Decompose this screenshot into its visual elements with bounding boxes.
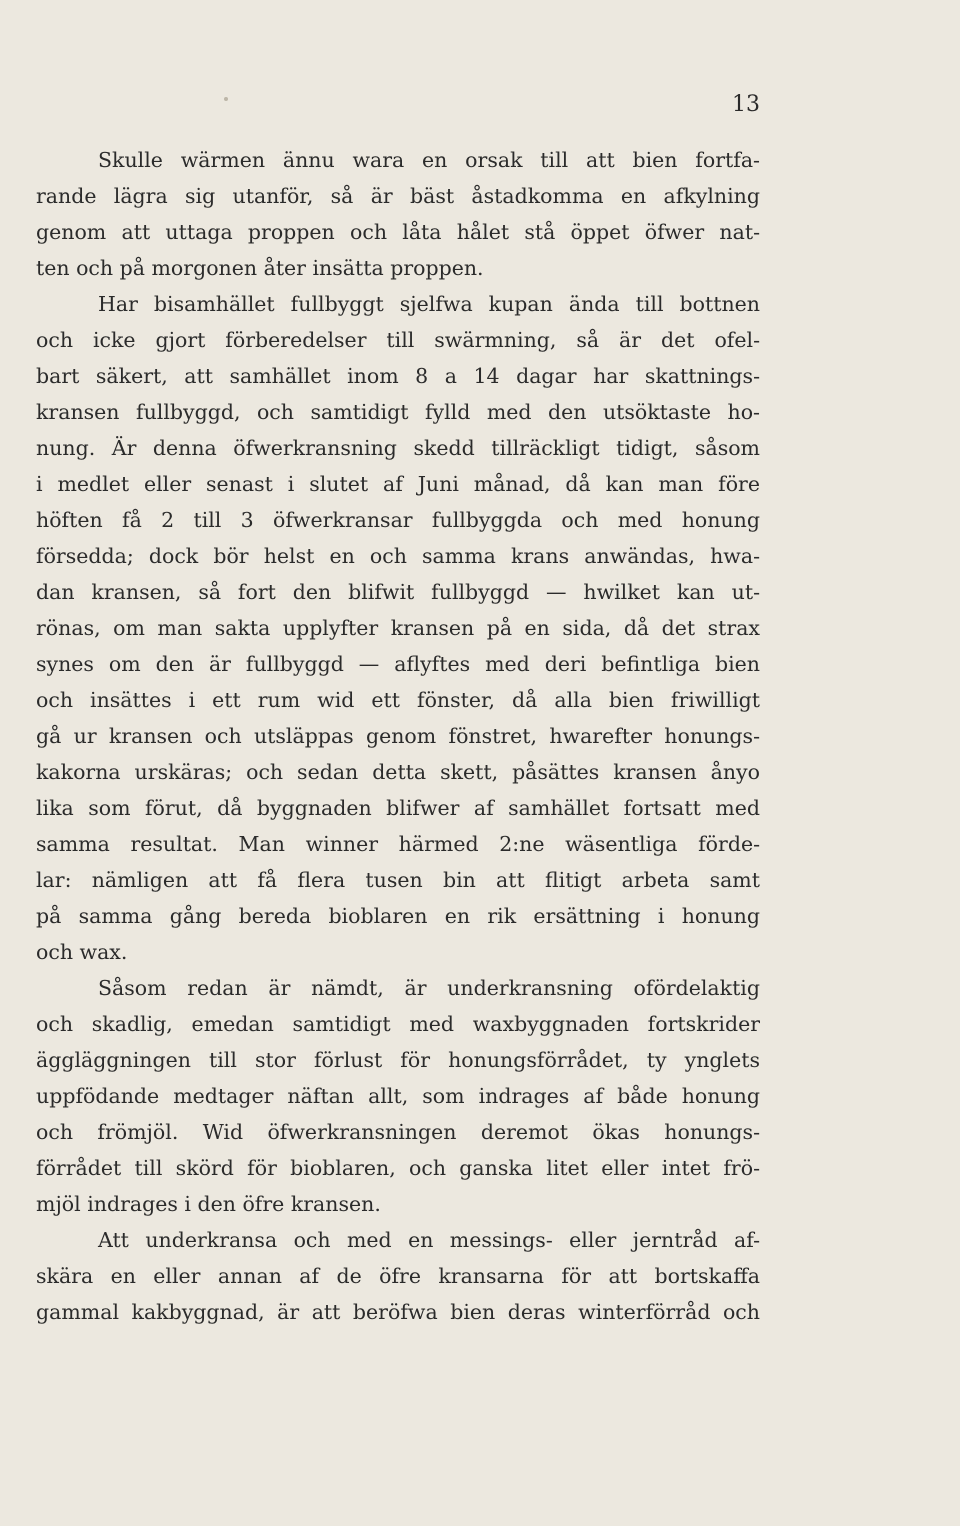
text-line: kakorna urskäras; och sedan detta skett, påsättes kransen ånyo — [36, 760, 760, 784]
text-line: gå ur kransen och utsläppas genom fönstret, hwarefter honungs- — [36, 724, 760, 748]
text-line: dan kransen, så fort den blifwit fullbyggd — hwilket kan ut- — [36, 580, 760, 604]
text-line: och insättes i ett rum wid ett fönster, då alla bien friwilligt — [36, 688, 760, 712]
text-line: ten och på morgonen åter insätta proppen. — [36, 256, 484, 280]
text-line: Att underkransa och med en messings- eller jerntråd af- — [98, 1228, 760, 1252]
body-text — [36, 142, 760, 1330]
text-line: och wax. — [36, 940, 128, 964]
text-line: skära en eller annan af de öfre kransarna för att bortskaffa — [36, 1264, 760, 1288]
text-line: höften få 2 till 3 öfwerkransar fullbyggda och med honung — [36, 508, 760, 532]
text-line: bart säkert, att samhället inom 8 a 14 dagar har skattnings- — [36, 364, 760, 388]
text-line: och icke gjort förberedelser till swärmning, så är det ofel- — [36, 328, 760, 352]
text-line: nung. Är denna öfwerkransning skedd tillräckligt tidigt, såsom — [36, 436, 760, 460]
text-line: lika som förut, då byggnaden blifwer af samhället fortsatt med — [36, 796, 760, 820]
text-line: synes om den är fullbyggd — aflyftes med deri befintliga bien — [36, 652, 760, 676]
text-line: förrådet till skörd för bioblaren, och ganska litet eller intet frö- — [36, 1156, 760, 1180]
text-line: kransen fullbyggd, och samtidigt fylld med den utsöktaste ho- — [36, 400, 760, 424]
text-line: Såsom redan är nämdt, är underkransning ofördelaktig — [98, 976, 760, 1000]
text-line: och skadlig, emedan samtidigt med waxbyggnaden fortskrider — [36, 1012, 760, 1036]
text-line: Skulle wärmen ännu wara en orsak till att bien fortfa- — [98, 148, 760, 172]
text-line: lar: nämligen att få flera tusen bin att flitigt arbeta samt — [36, 868, 760, 892]
text-line: i medlet eller senast i slutet af Juni månad, då kan man före — [36, 472, 760, 496]
text-line: samma resultat. Man winner härmed 2:ne wäsentliga förde- — [36, 832, 760, 856]
text-line: Har bisamhället fullbyggt sjelfwa kupan ända till bottnen — [98, 292, 760, 316]
text-line: och frömjöl. Wid öfwerkransningen deremot ökas honungs- — [36, 1120, 760, 1144]
text-line: försedda; dock bör helst en och samma krans anwändas, hwa- — [36, 544, 760, 568]
text-line: mjöl indrages i den öfre kransen. — [36, 1192, 381, 1216]
text-line: rönas, om man sakta upplyfter kransen på en sida, då det strax — [36, 616, 760, 640]
text-line: rande lägra sig utanför, så är bäst åstadkomma en afkylning — [36, 184, 760, 208]
paper-speck — [224, 97, 228, 101]
text-line: äggläggningen till stor förlust för honungsförrådet, ty ynglets — [36, 1048, 760, 1072]
text-line: uppfödande medtager näftan allt, som indrages af både honung — [36, 1084, 760, 1108]
page-number: 13 — [732, 92, 760, 117]
text-line: på samma gång bereda bioblaren en rik ersättning i honung — [36, 904, 760, 928]
text-line: gammal kakbyggnad, är att beröfwa bien deras winterförråd och — [36, 1300, 760, 1324]
text-line: genom att uttaga proppen och låta hålet stå öppet öfwer nat- — [36, 220, 760, 244]
